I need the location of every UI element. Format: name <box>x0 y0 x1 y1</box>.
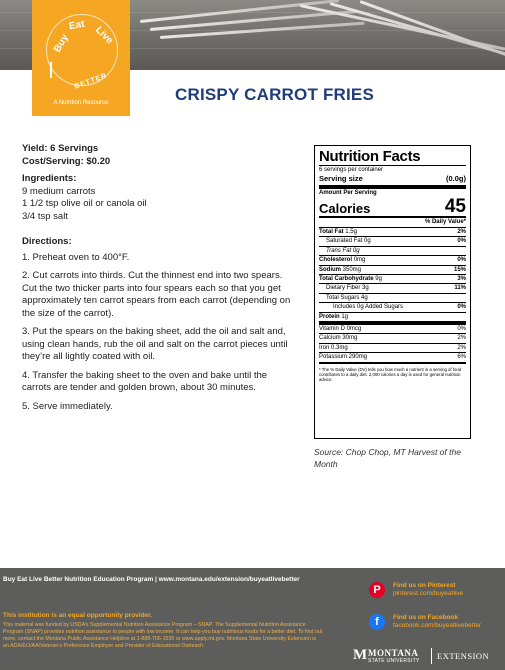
calories-label: Calories <box>319 201 371 216</box>
nutrient-name: Saturated Fat 0g <box>326 238 371 245</box>
nutrient-row <box>319 321 466 333</box>
daily-value-header: % Daily Value* <box>319 216 466 227</box>
nutrient-amount: 1.5g <box>345 229 357 235</box>
buy-eat-live-better-logo <box>32 0 130 116</box>
direction-step: 5. Serve immediately. <box>22 400 113 412</box>
facebook-icon: f <box>369 614 385 630</box>
nutrient-name: Iron 0.3mg <box>319 344 348 351</box>
ingredient-item: 1 1/2 tsp olive oil or canola oil <box>22 198 147 209</box>
nutrient-name: Total Fat <box>319 229 344 235</box>
nutrient-dv: 2% <box>457 229 466 235</box>
logo-word: Live <box>93 24 115 47</box>
nutrient-row <box>319 283 466 292</box>
serving-size-label: Serving size <box>319 174 363 183</box>
directions-heading: Directions: <box>22 236 72 247</box>
serving-size-value: (0.0g) <box>445 174 466 183</box>
servings-per-container: 6 servings per container <box>319 165 466 174</box>
extension-label: EXTENSION <box>437 651 490 661</box>
pinterest-url[interactable]: pinterest.com/buyeatlive <box>393 590 464 597</box>
ingredients-heading: Ingredients: <box>22 173 77 184</box>
ingredient-item: 9 medium carrots <box>22 185 96 197</box>
direction-step: 2. Cut carrots into thirds. Cut the thinnest end into two spears. Cut the two thicker parts into four spears each so that you get approximately ten carrot spears from each carrot (depending on the size of the carrot). <box>22 270 291 319</box>
recipe-title: CRISPY CARROT FRIES <box>175 85 375 104</box>
pinterest-icon: P <box>369 582 385 598</box>
nutrient-row <box>319 236 466 245</box>
logo-word: Buy <box>51 32 71 55</box>
nutrient-name: Vitamin D 0mcg <box>319 326 362 333</box>
nutrient-dv: 0% <box>457 326 466 333</box>
serving-size-row <box>319 174 466 183</box>
nutrient-row <box>319 246 466 255</box>
nutrient-amount: 1g <box>341 313 349 320</box>
nutrition-facts-title: Nutrition Facts <box>319 148 421 165</box>
nutrient-name: Protein <box>319 313 340 320</box>
snap-disclaimer: This material was funded by USDA’s Supplemental Nutrition Assistance Program – SNAP. The Supplemental Nutrition Assistance Program (SNAP) provides nutrition assistance to people with low income. It can help you buy nutritious foods for a better diet. To find out more, contact the Montana Public Assistance Helpline at 1-888-706-1535 or www.apply.mt.gov. Montana State University Extension is an ADA/EO/AA/Veteran’s Preference Employer and Provider of Educational Outreach. <box>3 622 323 649</box>
nutrition-facts-label <box>314 145 471 439</box>
program-line: Buy Eat Live Better Nutrition Education Program | www.montana.edu/extension/buyeatlivebetter <box>3 576 300 583</box>
recipe-source: Source: Chop Chop, MT Harvest of the Month <box>314 447 461 469</box>
nutrient-row <box>319 255 466 264</box>
nutrient-row <box>319 343 466 352</box>
nutrient-dv: 15% <box>453 266 466 273</box>
nutrient-row <box>319 333 466 342</box>
recipe-yield: Yield: 6 Servings <box>22 143 99 154</box>
nutrient-amount: 350mg <box>342 266 362 273</box>
nutrient-name: Total Carbohydrate <box>319 276 374 283</box>
direction-step: 1. Preheat oven to 400°F. <box>22 251 130 263</box>
direction-step: 4. Transfer the baking sheet to the oven and bake until the carrots are tender and golden brown, about 30 minutes. <box>22 369 268 393</box>
nutrient-name: Cholesterol <box>319 257 353 264</box>
logo-word: Eat <box>68 18 86 33</box>
logo-tagline: A Nutrition Resource <box>53 100 109 106</box>
nutrient-dv: 0% <box>457 304 466 311</box>
nutrient-dv: 3% <box>457 276 466 283</box>
calories-value: 45 <box>444 196 466 217</box>
direction-step: 3. Put the spears on the baking sheet, add the oil and salt and, using clean hands, rub the oil and salt on the carrot pieces until they’re all lightly coated with oil. <box>22 326 288 362</box>
nutrient-row <box>319 274 466 283</box>
nutrient-name: Calcium 30mg <box>319 335 358 342</box>
pinterest-heading: Find us on Pinterest <box>393 582 456 589</box>
nutrient-name: Trans Fat 0g <box>326 247 360 254</box>
nutrient-dv: 6% <box>457 354 466 361</box>
logo-divider <box>431 648 432 664</box>
nutrient-row <box>319 352 466 361</box>
nutrient-name: Includes 0g Added Sugars <box>333 304 404 311</box>
nutrient-dv: 2% <box>457 344 466 351</box>
nutrient-name: Total Sugars 4g <box>326 294 368 301</box>
ingredient-item: 3/4 tsp salt <box>22 210 68 222</box>
nutrient-row <box>319 302 466 311</box>
nutrient-row <box>319 293 466 302</box>
nutrient-amount: 9g <box>375 276 382 283</box>
msu-subtitle: STATE UNIVERSITY <box>368 658 420 664</box>
nutrient-row <box>319 227 466 236</box>
logo-word: BETTER <box>73 72 109 91</box>
nutrient-name: Dietary Fiber 3g <box>326 285 369 292</box>
nutrient-dv: 0% <box>457 257 466 264</box>
amount-per-serving: Amount Per Serving <box>319 185 466 197</box>
facebook-url[interactable]: facebook.com/buyeatlivebetter <box>393 622 482 629</box>
calories-row <box>319 197 466 216</box>
nutrient-name: Potassium 290mg <box>319 354 368 361</box>
nutrient-dv: 0% <box>457 238 466 245</box>
facebook-heading: Find us on Facebook <box>393 614 459 621</box>
nutrient-row <box>319 265 466 274</box>
footer <box>0 568 505 670</box>
nutrient-dv: 2% <box>457 335 466 342</box>
recipe-body <box>22 143 294 419</box>
nutrient-dv: 11% <box>454 285 466 292</box>
msu-m-icon: M <box>353 647 368 663</box>
logo-mark <box>50 62 52 78</box>
recipe-cost: Cost/Serving: $0.20 <box>22 155 111 167</box>
msu-extension-logo <box>353 648 503 664</box>
equal-opportunity-statement: This institution is an equal opportunity provider. <box>3 612 153 619</box>
msu-name: MONTANA <box>368 648 419 658</box>
nutrient-row <box>319 312 466 321</box>
nutrient-name: Sodium <box>319 266 341 273</box>
daily-value-footnote: * The % Daily Value (DV) tells you how much a nutrient in a serving of food contributes to a daily diet. 2,000 calories a day is used for general nutrition advice. <box>319 362 466 383</box>
nutrient-amount: 0mg <box>353 257 366 264</box>
